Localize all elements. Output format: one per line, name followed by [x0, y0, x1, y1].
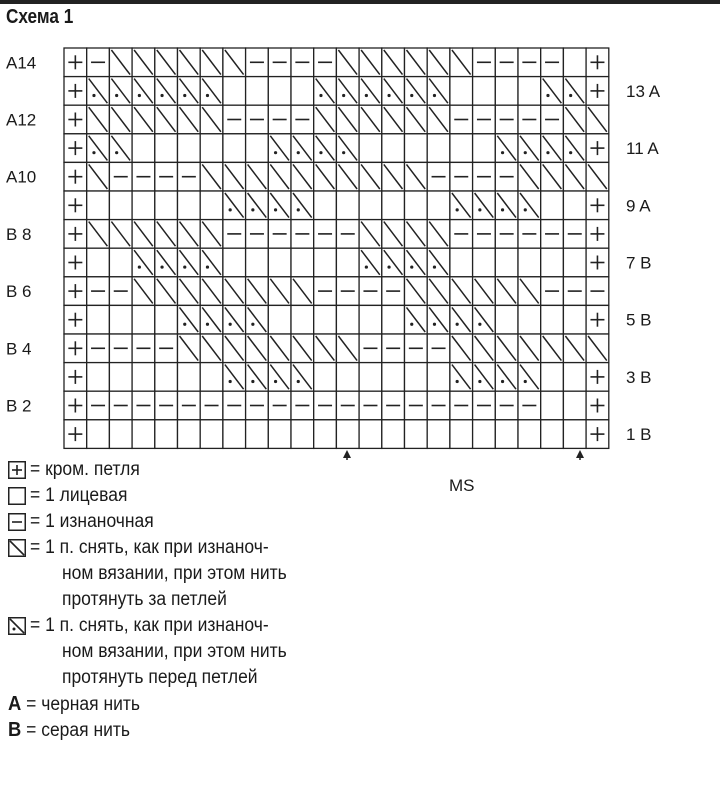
- legend-slip-back-cont: [6, 588, 426, 614]
- legend-knit: [6, 484, 426, 510]
- legend: [6, 458, 426, 744]
- legend-slip-front-text-2: ном вязании, при этом нить: [62, 641, 287, 662]
- row-label-right: 13 A: [626, 81, 661, 101]
- legend-edge: [6, 458, 426, 484]
- legend-knit-text: = 1 лицевая: [30, 485, 128, 506]
- legend-slip-front-text-1: = 1 п. снять, как при изнаноч-: [30, 615, 269, 636]
- row-label-right: 11 A: [626, 139, 659, 159]
- row-label-left: A12: [6, 110, 37, 130]
- color-b-letter: B: [8, 719, 22, 741]
- row-label-left: B 6: [6, 282, 32, 302]
- color-b-text: = серая нить: [26, 720, 130, 741]
- legend-edge-text: = кром. петля: [30, 459, 140, 480]
- row-label-right: 1 B: [626, 425, 652, 445]
- edge-stitch-icon: [8, 461, 26, 479]
- slip-front-icon: [8, 617, 26, 635]
- row-label-left: B 4: [6, 339, 32, 359]
- legend-slip-front: [6, 614, 426, 640]
- legend-slip-back-text-1: = 1 п. снять, как при изнаноч-: [30, 537, 269, 558]
- legend-slip-back-cont: [6, 562, 426, 588]
- legend-purl-text: = 1 изнаночная: [30, 511, 154, 532]
- legend-slip-back-text-3: протянуть за петлей: [62, 589, 227, 610]
- color-a-letter: A: [8, 693, 22, 715]
- legend-slip-front-cont: [6, 640, 426, 666]
- legend-purl: [6, 510, 426, 536]
- row-label-right: 7 B: [626, 253, 652, 273]
- row-label-left: A14: [6, 53, 37, 73]
- chart-title: Схема 1: [6, 6, 74, 28]
- legend-slip-back-text-2: ном вязании, при этом нить: [62, 563, 287, 584]
- color-a-text: = черная нить: [26, 694, 141, 715]
- legend-color-b: [6, 718, 426, 744]
- slip-back-icon: [8, 539, 26, 557]
- row-label-right: 5 B: [626, 310, 652, 330]
- knit-stitch-icon: [8, 487, 26, 505]
- row-label-right: 3 B: [626, 367, 652, 387]
- repeat-label: MS: [449, 476, 475, 495]
- row-label-left: B 2: [6, 396, 32, 416]
- row-label-left: B 8: [6, 224, 32, 244]
- legend-slip-back: [6, 536, 426, 562]
- legend-slip-front-cont: [6, 666, 426, 692]
- legend-slip-front-text-3: протянуть перед петлей: [62, 667, 258, 688]
- row-label-left: A10: [6, 167, 37, 187]
- legend-color-a: [6, 692, 426, 718]
- row-label-right: 9 A: [626, 196, 651, 216]
- purl-stitch-icon: [8, 513, 26, 531]
